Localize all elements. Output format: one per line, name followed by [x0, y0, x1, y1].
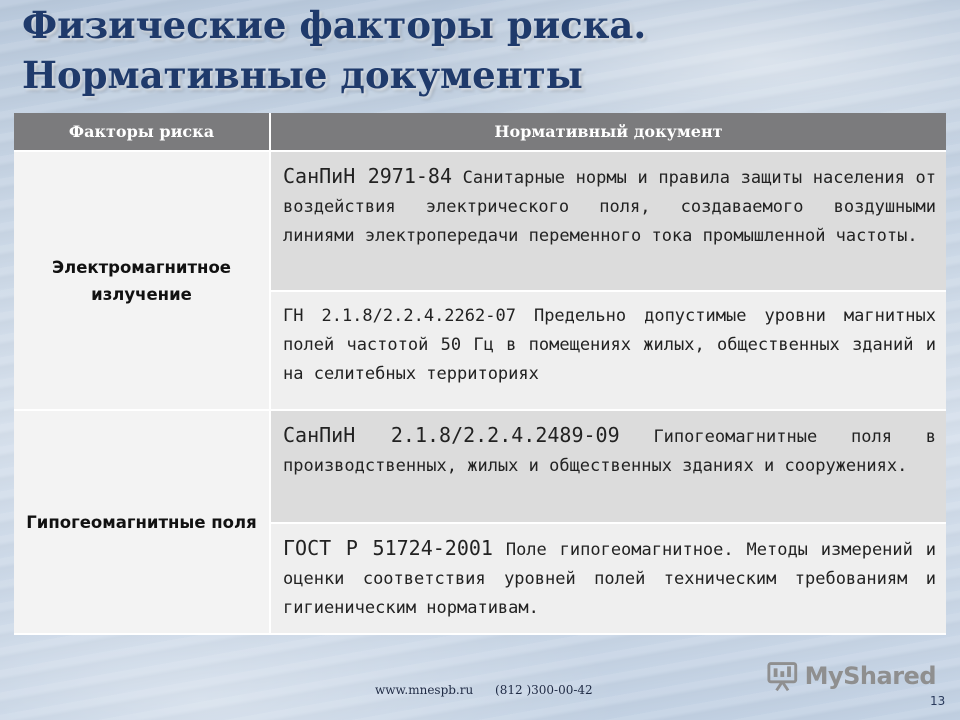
factor-cell: Гипогеомагнитные поля: [14, 410, 270, 634]
presentation-screen-icon: [766, 659, 799, 693]
slide-title: [22, 0, 942, 100]
footer-phone: (812 )300-00-42: [495, 683, 593, 697]
document-code: СанПиН 2.1.8/2.2.4.2489-09: [283, 423, 620, 447]
table-row: [14, 151, 946, 291]
document-cell: [270, 291, 946, 410]
document-code: ГОСТ Р 51724-2001: [283, 536, 493, 560]
document-code: ГН 2.1.8/2.2.4.2262-07: [283, 306, 516, 326]
document-title: Предельно допустимые уровни магнитных полей частотой 50 Гц в помещениях жилых, общественных зданий и на селитебных территориях: [283, 306, 936, 384]
factor-cell: Электромагнитное излучение: [14, 151, 270, 410]
header-risk-factors: Факторы риска: [14, 113, 270, 151]
table-row: [14, 410, 946, 523]
slide-title-line2: Нормативные документы: [22, 53, 583, 97]
table-header-row: [14, 113, 946, 151]
slide-title-line1: Физические факторы риска.: [22, 3, 647, 47]
watermark-brand: MyShared: [804, 662, 936, 690]
document-title: Гипогеомагнитные поля в производственных, жилых и общественных зданиях и сооружениях.: [283, 427, 936, 476]
footer-website: www.mnespb.ru: [375, 683, 474, 697]
document-code: СанПиН 2971-84: [283, 164, 452, 188]
slide-footer: [375, 683, 611, 697]
header-normative-document: Нормативный документ: [270, 113, 946, 151]
document-title: Санитарные нормы и правила защиты населения от воздействия электрического поля, создаваемого воздушными линиями электропередачи переменного тока промышленной частоты.: [283, 168, 936, 246]
page-number: 13: [930, 694, 946, 708]
document-cell: [270, 151, 946, 291]
myshared-watermark: [766, 656, 936, 696]
regulations-table: [14, 113, 946, 635]
document-cell: [270, 410, 946, 523]
document-title: Поле гипогеомагнитное. Методы измерений и оценки соответствия уровней полей техническим требованиям и гигиеническим нормативам.: [283, 540, 936, 618]
document-cell: [270, 523, 946, 634]
